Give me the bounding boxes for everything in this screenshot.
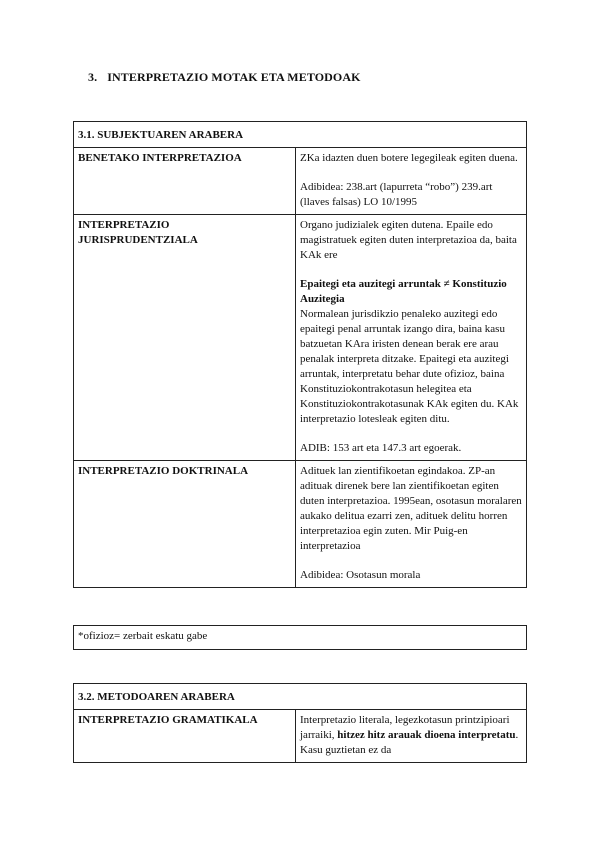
bold-phrase: hitzez hitz arauak dioena interpretatu (337, 729, 516, 741)
paragraph: ZKa idazten duen botere legegileak egiten duena. (300, 152, 518, 164)
row-content-benetako (296, 148, 527, 215)
row-content-jurisprudentziala (296, 215, 527, 461)
paragraph: Normalean jurisdikzio penaleko auzitegi edo epaitegi penal arruntak izango dira, baina kasu batzuetan KAra iristen denean berak ere arau penalak interpreta ditzake. Epaitegi eta auzitegi arruntak, interpretatu behar dute ofizioz, baina Konstituziokontrakotasun helegitea eta Konstituziokontrakotasunak KAk egiten du. KAk interpretazio lotesleak egiten ditu. (300, 308, 519, 425)
table-header-row (74, 684, 527, 710)
table-row (74, 148, 527, 215)
text-part: . Kasu guztietan ez da (300, 729, 519, 756)
subject-table-header: 3.1. SUBJEKTUAREN ARABERA (74, 122, 527, 148)
example-paragraph: ADIB: 153 art eta 147.3 art egoerak. (300, 442, 462, 454)
row-label-benetako: BENETAKO INTERPRETAZIOA (74, 148, 296, 215)
table-row (74, 461, 527, 588)
text-part: Interpretazio literala, legezkotasun printzipioari jarraiki, (300, 714, 510, 741)
row-label-gramatikala: INTERPRETAZIO GRAMATIKALA (74, 710, 296, 763)
note-box (73, 625, 527, 650)
table-row (74, 215, 527, 461)
example-paragraph: Adibidea: Osotasun morala (300, 569, 421, 581)
row-label-doktrinala: INTERPRETAZIO DOKTRINALA (74, 461, 296, 588)
row-label-jurisprudentziala: INTERPRETAZIO JURISPRUDENTZIALA (74, 215, 296, 461)
table-header-row (74, 122, 527, 148)
paragraph: Organo judizialek egiten dutena. Epaile edo magistratuek egiten duten interpretazioa da, baita KAk ere (300, 219, 517, 261)
method-table-header: 3.2. METODOAREN ARABERA (74, 684, 527, 710)
paragraph (300, 713, 522, 758)
example-paragraph: Adibidea: 238.art (lapurreta “robo”) 239.art (llaves falsas) LO 10/1995 (300, 181, 493, 208)
subject-table (73, 121, 527, 588)
section-title-text: INTERPRETAZIO MOTAK ETA METODOAK (107, 70, 361, 84)
section-number: 3. (88, 70, 98, 84)
paragraph: Adituek lan zientifikoetan egindakoa. ZP-an adituak direnek bere lan zientifikoetan egiten duten interpretazioa. 1995ean, osotasun moralaren aukako delitua ezarri zen, adituek delitu horren interpretazioa egin zuten. Mir Puig-en interpretazioa (300, 465, 522, 552)
table-row (74, 710, 527, 763)
method-table (73, 683, 527, 763)
row-content-gramatikala (296, 710, 527, 763)
section-title (88, 70, 361, 85)
bold-statement: Epaitegi eta auzitegi arruntak ≠ Konstituzio Auzitegia (300, 278, 507, 305)
paragraph (300, 277, 522, 307)
row-content-doktrinala (296, 461, 527, 588)
footnote: *ofizioz= zerbait eskatu gabe (74, 626, 527, 650)
